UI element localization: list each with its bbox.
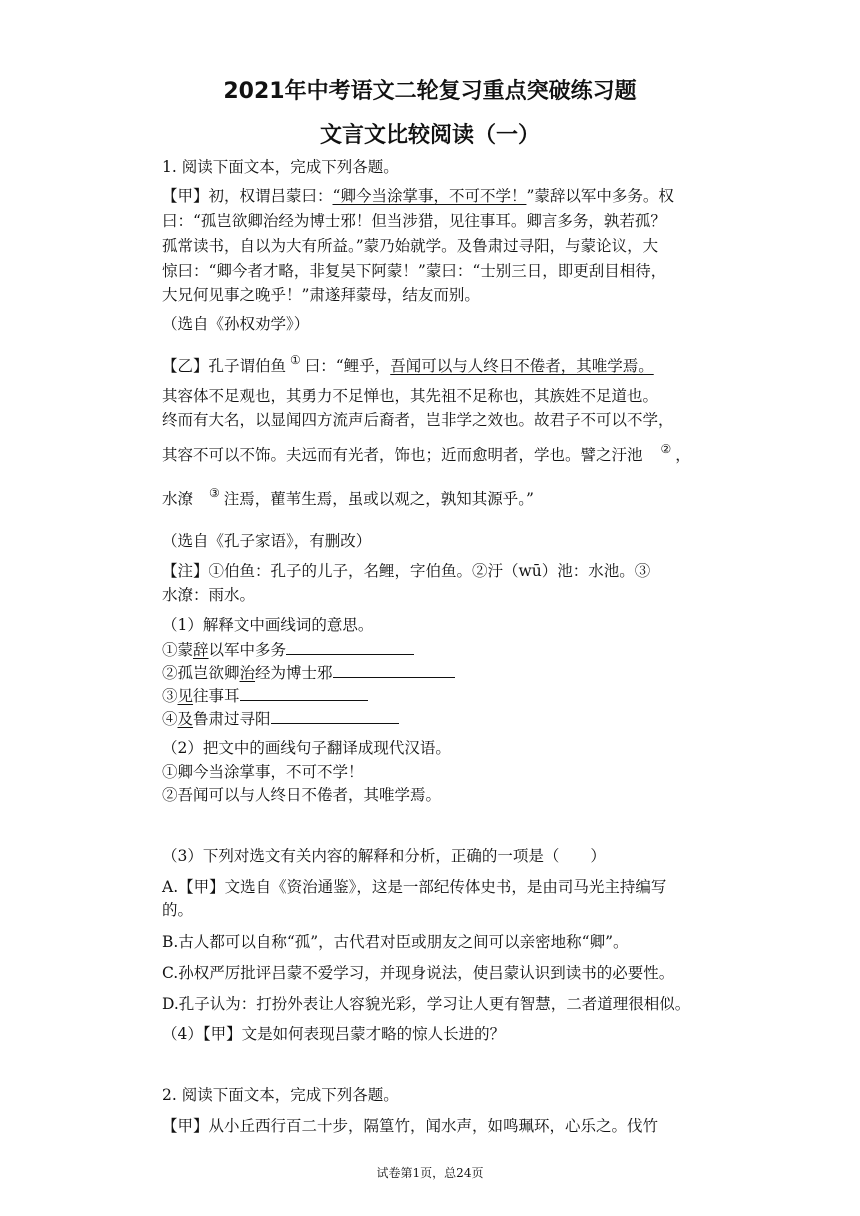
subquestion-3-heading: （3）下列对选文有关内容的解释和分析，正确的一项是（ ） [162, 847, 606, 865]
annotation-line-2: 水潦：雨水。 [162, 586, 256, 604]
yi-line-1-b: 曰：“鲤乎， [304, 357, 391, 375]
subquestion-2-item-2: ②吾闻可以与人终日不倦者，其唯学焉。 [162, 786, 442, 804]
yi-line-5-a: 水潦 [162, 490, 194, 508]
subquestion-1-item-2 [162, 661, 455, 684]
yi-line-2: 其容体不足观也，其勇力不足惮也，其先祖不足称也，其族姓不足道也。 [162, 387, 659, 405]
jia-line-2: 曰：“孤岂欲卿治经为博士邪！但当涉猎，见往事耳。卿言多务，孰若孤？ [162, 212, 666, 230]
option-b: B.古人都可以自称“孤”，古代君对臣或朋友之间可以亲密地称“卿”。 [162, 933, 629, 951]
jia-line-1 [162, 185, 674, 207]
document-title: 2021年中考语文二轮复习重点突破练习题 [223, 79, 637, 104]
subquestion-1-heading: （1）解释文中画线词的意思。 [162, 616, 374, 634]
footnote-marker-3: ③ [209, 486, 220, 500]
jia-line-3: 孤常读书，自以为大有所益。”蒙乃始就学。及鲁肃过寻阳，与蒙论议，大 [162, 237, 659, 255]
item-2-prefix: ②孤岂欲卿 [162, 664, 240, 682]
yi-line-4-b: ， [675, 446, 691, 464]
option-c: C.孙权严厉批评吕蒙不爱学习，并现身说法，使吕蒙认识到读书的必要性。 [162, 964, 675, 982]
item-3-prefix: ③ [162, 687, 178, 705]
question-1-heading: 1. 阅读下面文本，完成下列各题。 [162, 158, 399, 176]
document-subtitle: 文言文比较阅读（一） [319, 123, 540, 148]
item-1-suffix: 以军中多务 [208, 641, 287, 659]
yi-line-3: 终而有大名，以显闻四方流声后裔者，岂非学之效也。故君子不可以不学， [162, 411, 674, 429]
yi-line-5 [162, 488, 534, 511]
yi-line-4-a: 其容不可以不饰。夫远而有光者，饰也；近而愈明者，学也。譬之汙池 [162, 446, 643, 464]
item-4-prefix: ④ [162, 710, 178, 728]
jia-underlined-sentence: “卿今当涂掌事，不可不学！ [332, 187, 527, 205]
yi-line-1 [162, 355, 654, 378]
yi-line-4 [162, 444, 691, 467]
footnote-marker-1: ① [290, 353, 301, 367]
jia-line-4: 惊曰：“卿今者才略，非复吴下阿蒙！”蒙曰：“士别三日，即更刮目相待， [162, 262, 667, 280]
answer-blank[interactable] [271, 707, 399, 724]
item-1-prefix: ①蒙 [162, 641, 194, 659]
yi-underlined-sentence: 吾闻可以与人终日不倦者，其唯学焉。 [390, 357, 654, 375]
item-2-word: 治 [239, 664, 256, 682]
yi-source: （选自《孔子家语》，有删改） [162, 532, 372, 550]
jia-line-5: 大兄何见事之晚乎！”肃遂拜蒙母，结友而别。 [162, 286, 480, 304]
subquestion-1-item-3 [162, 684, 368, 707]
option-a-line-1: A.【甲】文选自《资治通鉴》，这是一部纪传体史书，是由司马光主持编写 [162, 878, 667, 896]
jia-line-1-b: ”蒙辞以军中多务。权 [526, 187, 674, 205]
subquestion-1-item-1 [162, 638, 414, 661]
page-footer: 试卷第1页，总24页 [376, 1166, 484, 1180]
question-2-jia-line-1: 【甲】从小丘西行百二十步，隔篁竹，闻水声，如鸣珮环，心乐之。伐竹 [162, 1117, 659, 1135]
subquestion-2-heading: （2）把文中的画线句子翻译成现代汉语。 [162, 739, 451, 757]
subquestion-2-item-1: ①卿今当涂掌事，不可不学！ [162, 763, 364, 781]
subquestion-4: （4）【甲】文是如何表现吕蒙才略的惊人长进的？ [162, 1025, 506, 1043]
item-1-word: 辞 [193, 641, 209, 659]
subquestion-1-item-4 [162, 707, 399, 730]
option-d: D.孔子认为：打扮外表让人容貌光彩，学习让人更有智慧，二者道理很相似。 [162, 995, 691, 1013]
answer-blank[interactable] [286, 638, 414, 655]
yi-line-5-b: 注焉，雚苇生焉，虽或以观之，孰知其源乎。” [223, 490, 534, 508]
jia-line-1-a: 【甲】初，权谓吕蒙曰： [162, 187, 333, 205]
option-a-line-2: 的。 [162, 901, 194, 919]
yi-line-1-a: 【乙】孔子谓伯鱼 [162, 357, 287, 375]
item-4-suffix: 鲁肃过寻阳 [193, 710, 271, 728]
item-4-word: 及 [177, 710, 194, 728]
question-2-heading: 2. 阅读下面文本，完成下列各题。 [162, 1086, 399, 1104]
item-3-suffix: 往事耳 [193, 687, 240, 705]
answer-blank[interactable] [240, 684, 368, 701]
answer-blank[interactable] [333, 661, 455, 678]
jia-source: （选自《孙权劝学》） [162, 315, 310, 333]
item-3-word: 见 [177, 687, 194, 705]
item-2-suffix: 经为博士邪 [255, 664, 333, 682]
footnote-marker-2: ② [660, 442, 672, 456]
annotation-line-1: 【注】①伯鱼：孔子的儿子，名鲤，字伯鱼。②汙（wū）池：水池。③ [162, 562, 651, 580]
